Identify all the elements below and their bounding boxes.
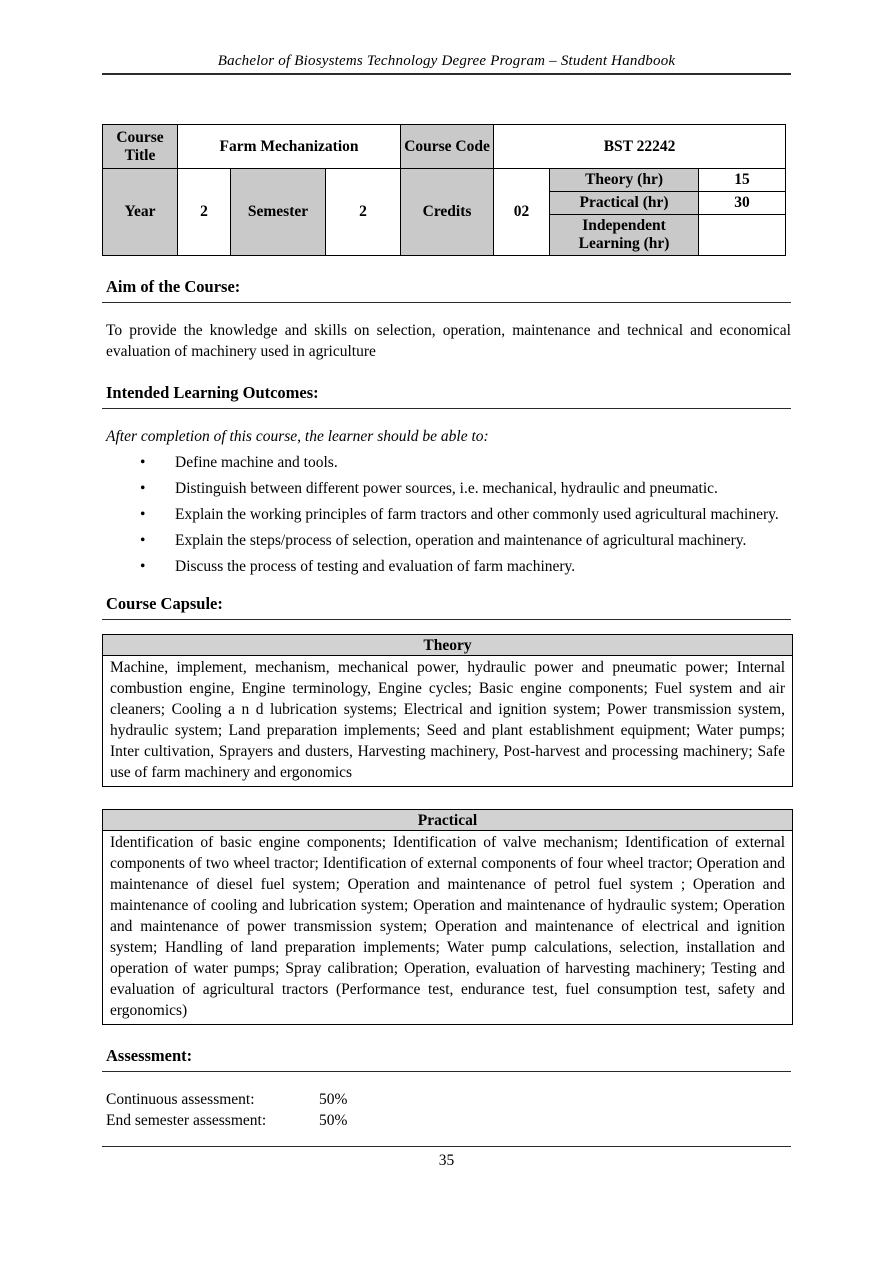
course-title-label: Course Title (103, 125, 178, 169)
aim-heading: Aim of the Course: (102, 277, 791, 303)
course-title-value: Farm Mechanization (178, 125, 401, 169)
independent-learning-hours-label: Independent Learning (hr) (550, 215, 699, 256)
theory-section-title: Theory (103, 635, 793, 656)
ilo-heading: Intended Learning Outcomes: (102, 383, 791, 409)
assessment-row (106, 1110, 791, 1131)
practical-hours-label: Practical (hr) (550, 192, 699, 215)
independent-learning-hours-value (699, 215, 786, 256)
assessment-label: End semester assessment: (106, 1112, 267, 1129)
assessment-value: 50% (319, 1091, 348, 1108)
theory-capsule-table (102, 634, 793, 787)
practical-capsule-table (102, 809, 793, 1025)
aim-text: To provide the knowledge and skills on selection, operation, maintenance and technical and economical evaluation of machinery used in agriculture (106, 322, 791, 360)
course-capsule-heading: Course Capsule: (102, 594, 791, 620)
practical-section-title: Practical (103, 810, 793, 831)
ilo-item: • Define machine and tools. (102, 452, 791, 473)
assessment-rows (102, 1089, 791, 1131)
semester-value: 2 (326, 169, 401, 256)
ilo-list (102, 452, 791, 577)
footer-rule (102, 1146, 791, 1147)
course-info-table (102, 124, 786, 256)
ilo-item: • Discuss the process of testing and evaluation of farm machinery. (102, 556, 791, 577)
practical-section-text: Identification of basic engine components; Identification of valve mechanism; Identification of external components of two wheel tractor; Identification of external components of four wheel tractor; Operation and maintenance of diesel fuel system; Operation and maintenance of petrol fuel system ; Operation and maintenance of cooling and lubrication system; Operation and maintenance of hydraulic system; Operation and maintenance of power transmission system; Operation and maintenance of electrical and ignition system; Handling of land preparation implements; Water pump calculations, selection, installation and operation of water pumps; Spray calibration; Operation, evaluation of harvesting machinery; Testing and evaluation of agricultural tractors (Performance test, endurance test, fuel consumption test, safety and ergonomics) (103, 831, 793, 1025)
year-label: Year (103, 169, 178, 256)
page-number: 35 (438, 1152, 455, 1169)
course-code-value: BST 22242 (494, 125, 786, 169)
assessment-heading: Assessment: (102, 1046, 791, 1072)
year-value: 2 (178, 169, 231, 256)
running-header (102, 0, 791, 75)
handbook-title: Bachelor of Biosystems Technology Degree Program – Student Handbook (217, 53, 676, 69)
theory-hours-value: 15 (699, 169, 786, 192)
ilo-intro: After completion of this course, the learner should be able to: (106, 428, 489, 445)
semester-label: Semester (231, 169, 326, 256)
theory-hours-label: Theory (hr) (550, 169, 699, 192)
ilo-item: • Explain the working principles of farm tractors and other commonly used agricultural machinery. (102, 504, 791, 525)
assessment-value: 50% (319, 1112, 348, 1129)
ilo-item: • Distinguish between different power sources, i.e. mechanical, hydraulic and pneumatic. (102, 478, 791, 499)
practical-hours-value: 30 (699, 192, 786, 215)
course-code-label: Course Code (401, 125, 494, 169)
ilo-item: • Explain the steps/process of selection, operation and maintenance of agricultural machinery. (102, 530, 791, 551)
theory-section-text: Machine, implement, mechanism, mechanical power, hydraulic power and pneumatic power; Internal combustion engine, Engine terminology, Engine cycles; Basic engine components; Fuel system and air cleaners; Cooling a n d lubrication systems; Electrical and ignition system; Power transmission system, hydraulic system; Land preparation implements; Seed and plant establishment equipment; Water pumps; Inter cultivation, Sprayers and dusters, Harvesting machinery, Post-harvest and processing machinery; Safe use of farm machinery and ergonomics (103, 656, 793, 787)
credits-label: Credits (401, 169, 494, 256)
credits-value: 02 (494, 169, 550, 256)
assessment-label: Continuous assessment: (106, 1091, 255, 1108)
assessment-row (106, 1089, 791, 1110)
